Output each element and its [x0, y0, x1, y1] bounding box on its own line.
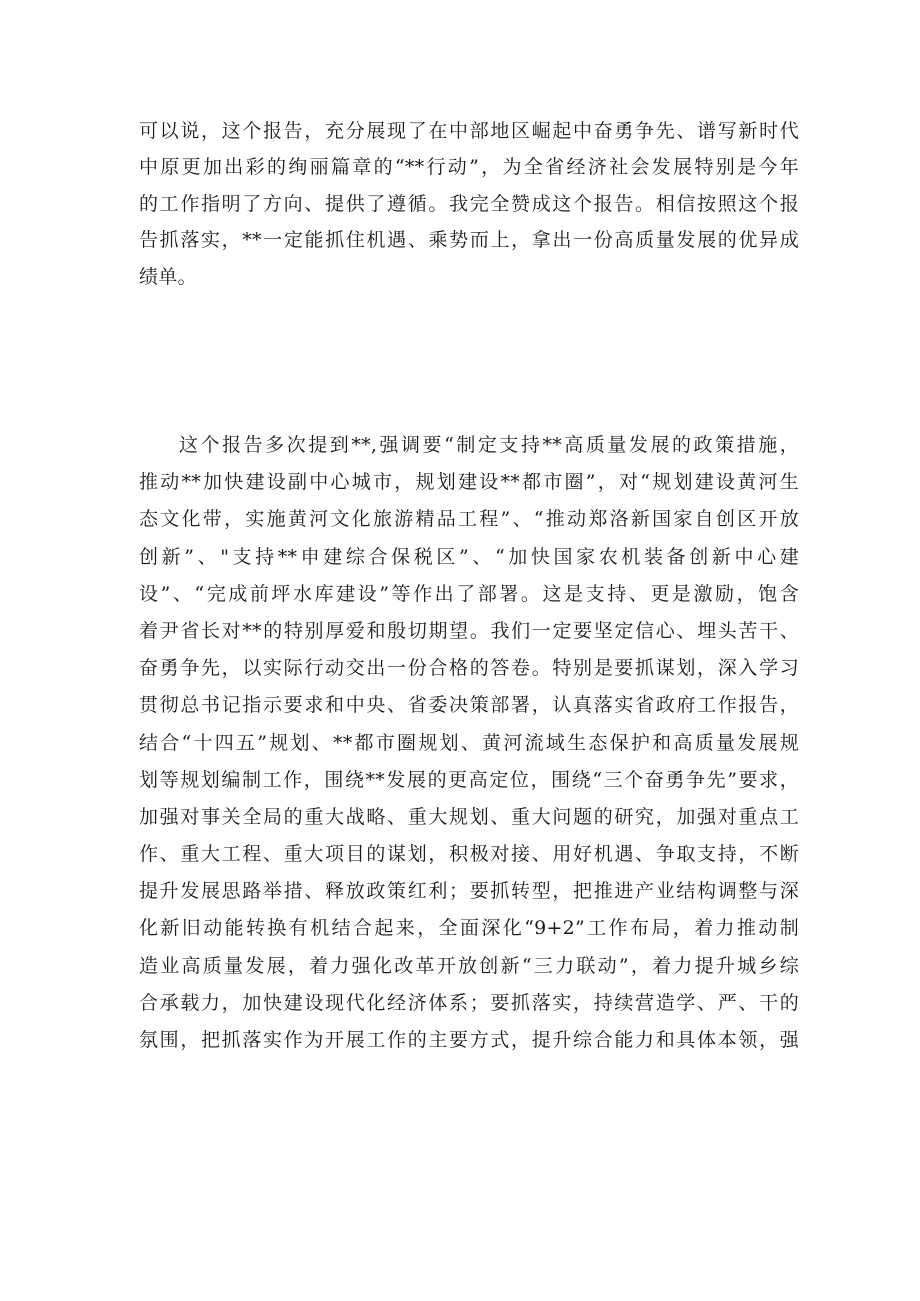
- text-line: 告抓落实，**一定能抓住机遇、乘势而上，拿出一份高质量发展的优异成: [139, 229, 799, 252]
- text-line: 设”、“完成前坪水库建设”等作出了部署。这是支持、更是激励，饱含: [139, 582, 799, 605]
- paragraph-report-summary: [139, 113, 799, 295]
- text-line: 化新旧动能转换有机结合起来，全面深化“9+2”工作布局，着力推动制: [139, 917, 799, 940]
- text-line: 贯彻总书记指示要求和中央、省委决策部署，认真落实省政府工作报告，: [139, 694, 799, 717]
- text-line: 创新”、"支持**申建综合保税区”、“加快国家农机装备创新中心建: [139, 545, 799, 568]
- text-line: 的工作指明了方向、提供了遵循。我完全赞成这个报告。相信按照这个报: [139, 192, 799, 215]
- text-line: 中原更加出彩的绚丽篇章的“**行动”，为全省经济社会发展特别是今年: [139, 156, 799, 179]
- text-line: 划等规划编制工作，围绕**发展的更高定位，围绕“三个奋勇争先”要求，: [139, 768, 799, 791]
- text-line: 合承载力，加快建设现代化经济体系；要抓落实，持续营造学、严、干的: [139, 991, 799, 1014]
- text-line: 作、重大工程、重大项目的谋划，积极对接、用好机遇、争取支持，不断: [139, 843, 799, 866]
- text-line: 结合“十四五”规划、**都市圈规划、黄河流域生态保护和高质量发展规: [139, 731, 799, 754]
- text-line: 着尹省长对**的特别厚爱和殷切期望。我们一定要坚定信心、埋头苦干、: [139, 619, 799, 642]
- text-line: 这个报告多次提到**,强调要“制定支持**高质量发展的政策措施，: [179, 434, 799, 456]
- text-line: 加强对事关全局的重大战略、重大规划、重大问题的研究，加强对重点工: [139, 805, 799, 828]
- text-line: 态文化带，实施黄河文化旅游精品工程”、“推动郑洛新国家自创区开放: [139, 508, 799, 531]
- paragraph-report-deployment: [139, 427, 799, 1059]
- text-line: 推动**加快建设副中心城市，规划建设**都市圈”，对“规划建设黄河生: [139, 471, 799, 494]
- text-line: 绩单。: [139, 265, 197, 288]
- text-line: 提升发展思路举措、释放政策红利；要抓转型，把推进产业结构调整与深: [139, 880, 799, 903]
- text-line: 可以说，这个报告，充分展现了在中部地区崛起中奋勇争先、谱写新时代: [139, 120, 799, 142]
- text-line: 氛围，把抓落实作为开展工作的主要方式，提升综合能力和具体本领，强: [139, 1029, 799, 1051]
- text-line: 奋勇争先，以实际行动交出一份合格的答卷。特别是要抓谋划，深入学习: [139, 657, 799, 680]
- text-line: 造业高质量发展，着力强化改革开放创新“三力联动”，着力提升城乡综: [139, 954, 799, 977]
